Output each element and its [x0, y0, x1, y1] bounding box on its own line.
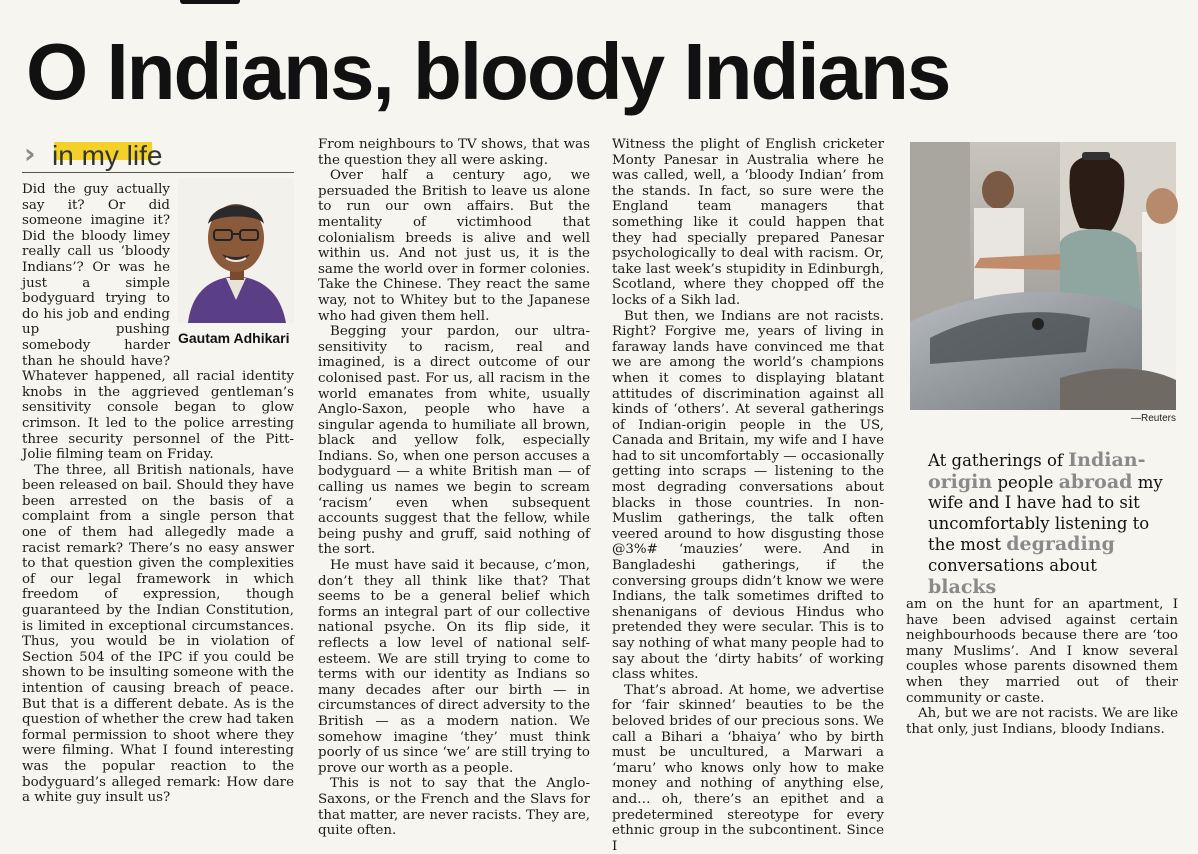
- pull-quote-emphasis: abroad: [1058, 470, 1133, 493]
- previous-headline-fragment: [180, 0, 240, 4]
- headline: O Indians, bloody Indians: [26, 27, 950, 116]
- author-byline: Gautam Adhikari: [178, 330, 290, 346]
- article-paragraph: Ah, but we are not racists. We are like that only, just Indians, bloody Indians.: [906, 706, 1178, 737]
- article-paragraph: Over half a century ago, we persuaded the British to leave us alone to run our own affairs. But the mentality of victimhood that colonialism breeds is alive and well within us. And not just us, it is the same the world over in former colonies. Take the Chinese. They react the same way, not to Whitey but to the Japanese who had given them hell.: [318, 168, 590, 324]
- pull-quote-emphasis: degrading: [1006, 533, 1115, 556]
- pull-quote-text: At gatherings of: [928, 451, 1069, 470]
- kicker-label: in my life: [52, 140, 163, 171]
- pull-quote-text: conversations about: [928, 555, 1097, 575]
- article-paragraph: This is not to say that the Anglo-Saxons, or the French and the Slavs for that matter, are never racists. They are, quite often.: [318, 776, 590, 839]
- pull-quote-text: people: [992, 472, 1059, 492]
- article-column-2: [318, 137, 590, 839]
- article-paragraph: He must have said it because, c’mon, don’t they all think like that? That seems to be a general belief which forms an integral part of our collective national psyche. On its flip side, it reflects a low level of national self-esteem. We are still trying to come to terms with our identity as Indians so many decades after our birth — in circumstances of direct adversity to the British — as a modern nation. We somehow imagine ‘they’ must think poorly of us since ‘we’ are still trying to prove our worth as a people.: [318, 558, 590, 776]
- photo-credit: —Reuters: [1130, 413, 1176, 424]
- pull-quote: [928, 450, 1168, 598]
- article-column-4: [906, 597, 1178, 737]
- column-kicker: [22, 136, 294, 173]
- author-portrait: [178, 178, 294, 323]
- article-paragraph: That’s abroad. At home, we advertise for ‘fair skinned’ beauties to be the beloved brides of our precious sons. We call a Bihari a ‘bhaiya’ who by birth must be uncultured, a Marwari a ‘maru’ who knows only how to make money and nothing of anything else, and… oh, there’s an epithet and a predetermined stereotype for every ethnic group in the subcontinent. Since I: [612, 682, 884, 854]
- news-photo: [910, 142, 1176, 410]
- article-paragraph: But then, we Indians are not racists. Right? Forgive me, years of living in faraway lands have convinced me that we are among the world’s champions when it comes to displaying blatant attitudes of discrimination against all kinds of ‘others’. At several gatherings of Indian-origin people in the US, Canada and Britain, my wife and I have had to sit uncomfortably — occasionally getting into scraps — listening to the most degrading conversations about blacks in those countries. In non-Muslim gatherings, the talk often veered around to how disgusting those @3%# ‘mauzies’ were. And in Bangladeshi gatherings, if the conversing groups didn’t know we were Indians, the talk sometimes drifted to shenanigans of devious Hindus who pretended they were secular. This is to say nothing of what many people had to say about the ‘dirty habits’ of working class whites.: [612, 308, 884, 683]
- article-paragraph: The three, all British nationals, have been released on bail. Should they have been arrested on the basis of a complaint from a single person that one of them had allegedly made a racist remark? There’s no easy answer to that question given the complexities of our legal framework in which freedom of expression, though guaranteed by the Indian Constitution, is limited in exceptional circumstances. Thus, you would be in violation of Section 504 of the IPC if you could be shown to be insulting someone with the intention of causing breach of peace. But that is a different debate. As is the question of whether the crew had taken formal permission to shoot where they were filming. What I found interesting was the popular reaction to the bodyguard’s alleged remark: How dare a white guy insult us?: [22, 462, 294, 806]
- pull-quote-emphasis: blacks: [928, 575, 997, 598]
- article-column-3: [612, 137, 884, 854]
- article-paragraph: Witness the plight of English cricketer Monty Panesar in Australia where he was called, well, a ‘bloody Indian’ from the stands. In fact, so sure were the England team managers that something like it could happen that they had specially prepared Panesar psychologically to deal with racism. Or, take last week’s stupidity in Edinburgh, Scotland, where they chopped off the locks of a Sikh lad.: [612, 137, 884, 308]
- article-paragraph: From neighbours to TV shows, that was the question they all were asking.: [318, 137, 590, 168]
- article-paragraph: Begging your pardon, our ultra-sensitivity to racism, real and imagined, is a direct outcome of our colonised past. For us, all racism in the world emanates from white, usually Anglo-Saxon, people who have a singular agenda to humiliate all brown, black and yellow folk, especially Indians. So, when one person accuses a bodyguard — a white British man — of calling us names we begin to scream ‘racism’ even when subsequent accounts suggest that the fellow, while being pushy and gruff, said nothing of the sort.: [318, 324, 590, 558]
- article-paragraph: am on the hunt for an apartment, I have been advised against certain neighbourhoods because there are ‘too many Muslims’. And I know several couples whose parents disowned them when they married out of their community or caste.: [906, 597, 1178, 706]
- article-paragraph: Did the guy actually say it? Or did someone imagine it? Did the bloody limey really call us ‘bloody Indians’? Or was he just a simple bodyguard trying to do his job and ending up pushing somebody harder than he should have? Whatever happened, all racial identity knobs in the aggrieved gentleman’s sensitivity console began to glow crimson. It led to the police arresting three security personnel of the Pitt-Jolie filming team on Friday.: [22, 182, 294, 463]
- chevron-right-icon: ›: [24, 137, 36, 170]
- pull-quote-emphasis: Indian-origin: [928, 449, 1146, 493]
- pull-quote-text: my wife and I have had to sit uncomfortably listening to the most: [928, 472, 1163, 555]
